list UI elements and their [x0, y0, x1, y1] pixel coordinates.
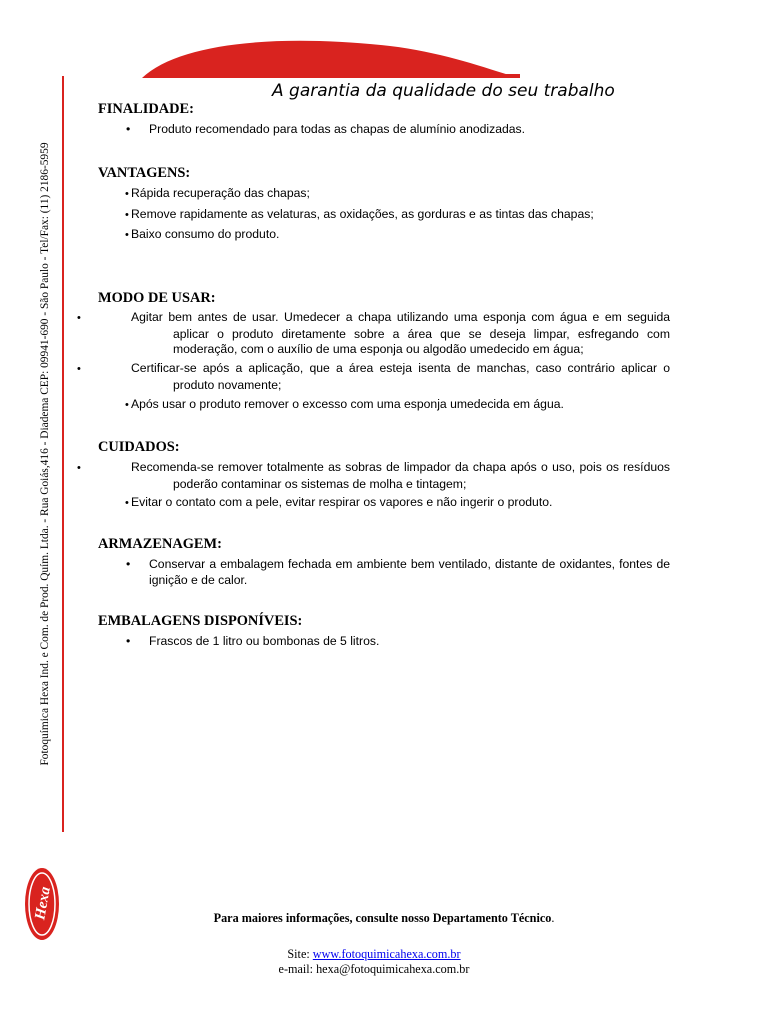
bullet-icon: •	[125, 497, 129, 509]
list-item-vantagens: • Remove rapidamente as velaturas, as oxidações, as gorduras e as tintas das chapas;	[125, 207, 670, 224]
bullet-icon: •	[125, 188, 129, 200]
bullet-icon: •	[125, 399, 129, 411]
header-swoosh	[140, 36, 520, 78]
bullet-icon: •	[126, 634, 131, 648]
list-item-cuidados: • Recomenda-se remover totalmente as sobras de limpador da chapa após o uso, pois os resíduos poderão contaminar os sistemas de molha e tintagem;	[77, 460, 670, 491]
list-item-cuidados: • Evitar o contato com a pele, evitar respirar os vapores e não ingerir o produto.	[125, 495, 670, 512]
list-item-vantagens: • Rápida recuperação das chapas;	[125, 186, 670, 203]
list-item-armazenagem: • Conservar a embalagem fechada em ambiente bem ventilado, distante de oxidantes, fontes de ignição e de calor.	[126, 557, 670, 587]
bullet-icon: •	[77, 363, 81, 375]
footer-email: e-mail: hexa@fotoquimicahexa.com.br	[278, 962, 470, 976]
company-address-vertical: Fotoquímica Hexa Ind. e Com. de Prod. Quím. Ltda. - Rua Goiás,416 - Diadema CEP: 09941-690 - São Paulo - Tel/Fax: (11) 2186-5959	[39, 142, 51, 766]
list-item-vantagens: • Baixo consumo do produto.	[125, 227, 670, 244]
section-title-vantagens: VANTAGENS:	[98, 165, 191, 181]
left-red-rule	[62, 76, 64, 832]
bullet-icon: •	[125, 229, 129, 241]
section-title-armazenagem: ARMAZENAGEM:	[98, 536, 222, 552]
list-item-modo-de-usar: • Certificar-se após a aplicação, que a área esteja isenta de manchas, caso contrário aplicar o produto novamente;	[77, 361, 670, 392]
section-title-embalagens: EMBALAGENS DISPONÍVEIS:	[98, 613, 303, 629]
site-link[interactable]: www.fotoquimicahexa.com.br	[312, 947, 461, 961]
footer-site: Site: www.fotoquimicahexa.com.br	[287, 947, 461, 961]
section-title-modo-de-usar: MODO DE USAR:	[98, 290, 216, 306]
section-title-cuidados: CUIDADOS:	[98, 439, 180, 455]
bullet-icon: •	[126, 557, 131, 571]
footer-note: Para maiores informações, consulte nosso Departamento Técnico.	[213, 911, 555, 925]
bullet-icon: •	[77, 312, 81, 324]
hexa-logo	[22, 866, 62, 942]
bullet-icon: •	[77, 462, 81, 474]
section-title-finalidade: FINALIDADE:	[98, 101, 194, 117]
list-item-modo-de-usar: • Após usar o produto remover o excesso com uma esponja umedecida em água.	[125, 397, 670, 414]
bullet-icon: •	[126, 122, 131, 136]
list-item-finalidade: • Produto recomendado para todas as chapas de alumínio anodizadas.	[126, 122, 526, 136]
header-tagline: A garantia da qualidade do seu trabalho	[272, 81, 615, 101]
list-item-embalagens: • Frascos de 1 litro ou bombonas de 5 litros.	[126, 634, 380, 648]
bullet-icon: •	[125, 209, 129, 221]
svg-text:Hexa: Hexa	[32, 885, 54, 922]
list-item-modo-de-usar: • Agitar bem antes de usar. Umedecer a chapa utilizando uma esponja com água e em seguida aplicar o produto diretamente sobre a área que se deseja limpar, esfregando com moderação, com o auxílio de uma esponja ou algodão umedecido em água;	[77, 310, 670, 356]
